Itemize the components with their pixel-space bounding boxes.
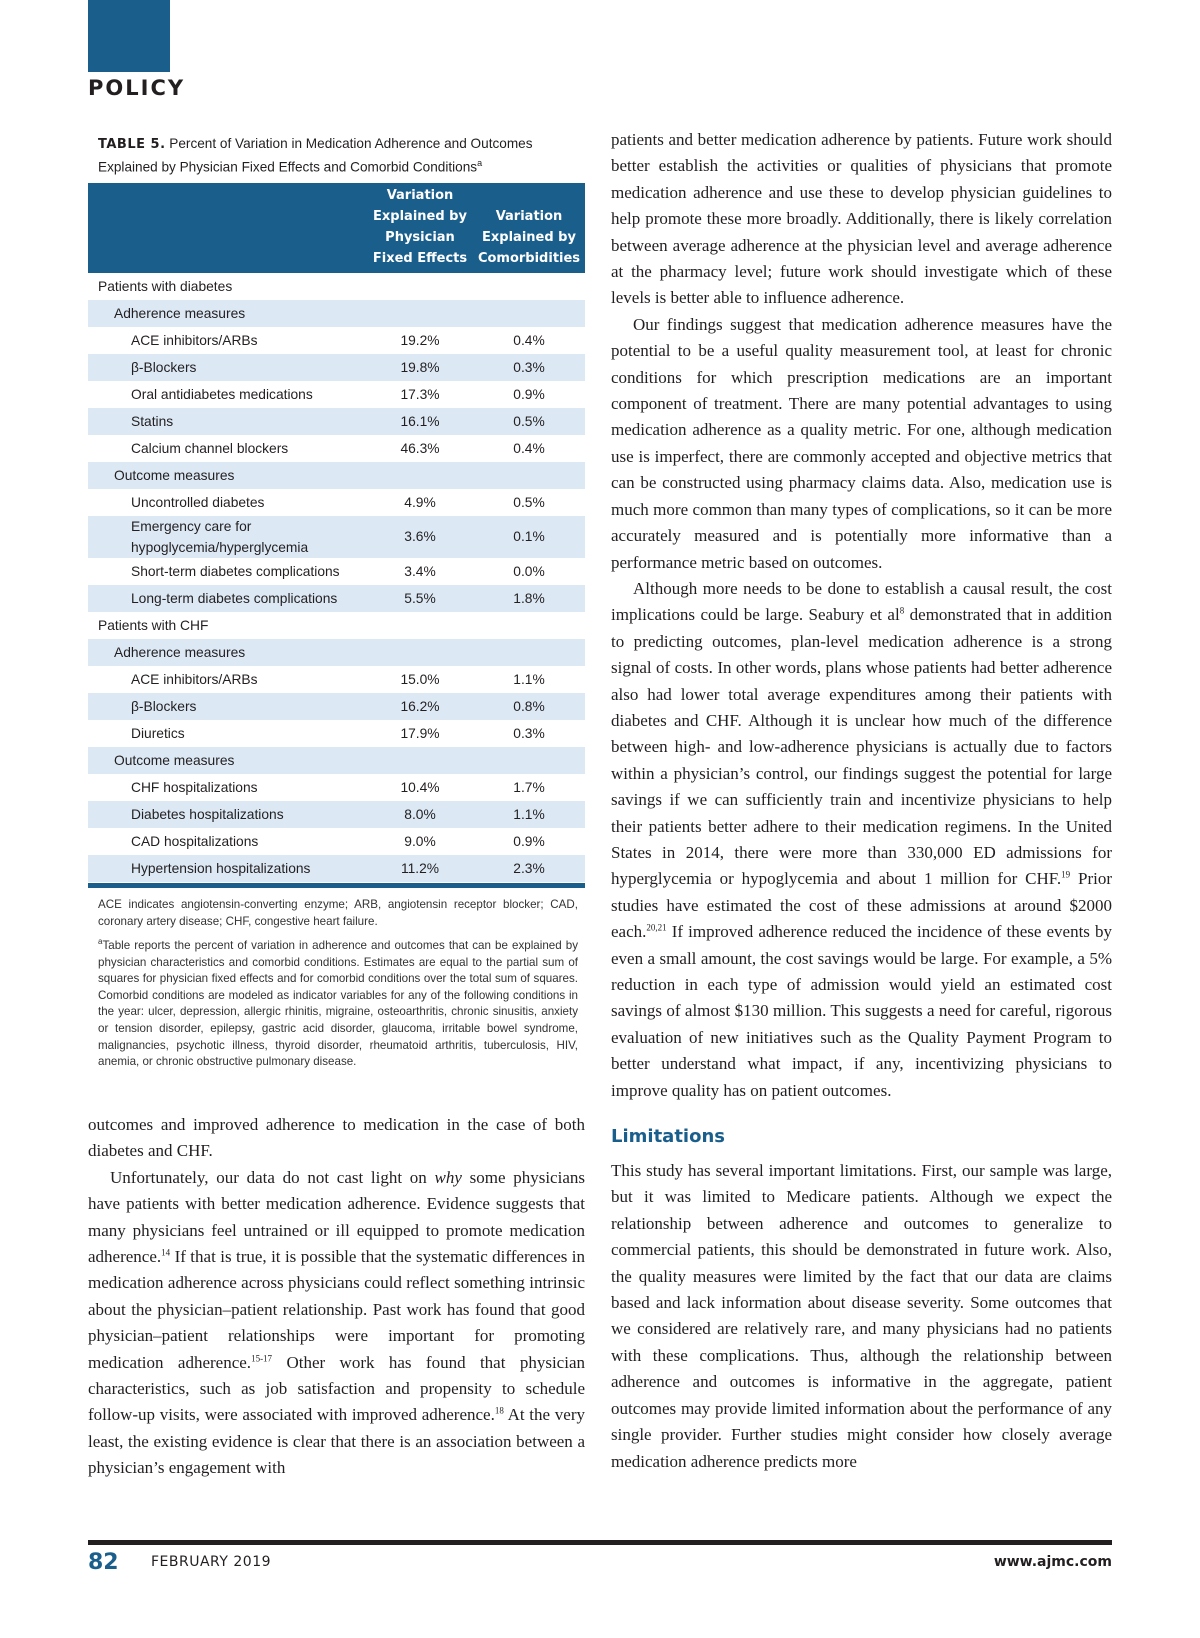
text-run: demonstrated that in addition to predicting outcomes, plan-level medication adherence is a strong signal of costs. In other words, plans whose patients had better adherence also had lower total average expenditures among their patients with diabetes and CHF. Although it is unclear how much of the difference between high- and low-adherence physicians is actually due to factors within a physician’s control, our findings suggest the potential for large savings if we can sufficiently train and incentivize physicians to help their patients better adhere to their medication regimens. In the United States in 2014, there were more than 330,000 ED admissions for hyperglycemia or hypoglycemia and about 1 million for CHF. <box>611 605 1112 889</box>
text-run: Prior studies have estimated the cost of these admissions at around $2000 each. <box>611 869 1112 942</box>
issue-date: FEBRUARY 2019 <box>151 1554 272 1570</box>
table-row <box>88 612 585 639</box>
paragraph <box>611 576 1112 1104</box>
table-row <box>88 381 585 408</box>
row-label: Emergency care for hypoglycemia/hyperglycemia <box>88 516 367 558</box>
cell-comorbidities: 1.7% <box>513 779 545 795</box>
cell-physician <box>367 747 473 774</box>
cell-comorbidities: 0.4% <box>513 332 545 348</box>
cell-physician: 5.5% <box>367 585 473 612</box>
text-run: At the very least, the existing evidence is clear that there is an association between a physician’s engagement with <box>88 1405 585 1478</box>
cell-physician: 15.0% <box>400 671 440 687</box>
paragraph: patients and better medication adherence by patients. Future work should better establish the activities or qualities of physicians that promote medication adherence and use these to develop physician guidelines to help promote these more broadly. Additionally, there is likely correlation between average adherence at the physician level and average adherence at the pharmacy level; future work should investigate which of these levels is better able to influence adherence. <box>611 130 1112 308</box>
table-row <box>88 558 585 585</box>
cell-physician: 19.2% <box>400 332 440 348</box>
cell-comorbidities <box>473 300 585 327</box>
site-url: www.ajmc.com <box>993 1554 1112 1570</box>
cell-physician: 3.6% <box>367 516 473 558</box>
row-label: Statins <box>88 408 367 435</box>
header-color-block <box>88 0 170 72</box>
text-run: Other work has found that physician characteristics, such as job satisfaction and propensity to schedule follow-up visits, were associated with improved adherence. <box>88 1352 585 1425</box>
citation: 18 <box>494 1405 504 1416</box>
footnote-a <box>98 934 578 1071</box>
cell-comorbidities: 1.8% <box>473 585 585 612</box>
cell-comorbidities <box>473 639 585 666</box>
cell-comorbidities: 1.1% <box>513 671 545 687</box>
row-label: ACE inhibitors/ARBs <box>131 671 258 687</box>
table-row <box>88 327 585 354</box>
cell-comorbidities: 0.5% <box>513 494 545 510</box>
row-label: Hypertension hospitalizations <box>88 855 367 882</box>
table-row <box>88 489 585 516</box>
cell-comorbidities: 0.1% <box>473 516 585 558</box>
row-label: ACE inhibitors/ARBs <box>131 332 258 348</box>
table-bottom-rule <box>88 883 585 888</box>
emphasis: why <box>434 1167 462 1187</box>
row-label: CHF hospitalizations <box>131 779 258 795</box>
cell-physician: 16.2% <box>367 693 473 720</box>
row-label: Short-term diabetes complications <box>131 563 340 579</box>
table-caption-text: Percent of Variation in Medication Adherence and Outcomes Explained by Physician Fixed Effects and Comorbid Conditions <box>98 136 533 175</box>
cell-physician: 46.3% <box>400 440 440 456</box>
cell-comorbidities: 0.3% <box>513 725 545 741</box>
table-row <box>88 408 585 435</box>
cell-comorbidities <box>473 273 585 300</box>
cell-physician: 8.0% <box>367 801 473 828</box>
column-header-physician: Variation Explained by Physician Fixed Effects <box>367 183 473 273</box>
text-run: If improved adherence reduced the incidence of these events by even a small amount, the cost savings would be large. For example, a 5% reduction in each type of admission would yield an estimated cost savings of almost $130 million. This suggests a need for careful, rigorous evaluation of new initiatives such as the Quality Payment Program to better understand what impact, if any, incentivizing physicians to improve quality has on patient outcomes. <box>611 922 1112 1100</box>
data-table <box>88 183 585 882</box>
cell-physician: 17.9% <box>400 725 440 741</box>
table-caption-sup: a <box>477 158 483 168</box>
text-run: If that is true, it is possible that the systematic differences in medication adherence across physicians could reflect something intrinsic about the physician–patient relationship. Past work has found that good physician–patient relationships were important for promoting medication adherence. <box>88 1247 585 1372</box>
row-label: Adherence measures <box>88 300 367 327</box>
table-row <box>88 693 585 720</box>
footer-rule <box>88 1540 1112 1545</box>
cell-physician <box>367 462 473 489</box>
table-row <box>88 462 585 489</box>
table-row <box>88 720 585 747</box>
table-row <box>88 435 585 462</box>
row-label: Patients with diabetes <box>98 278 233 294</box>
citation: 8 <box>899 605 905 616</box>
left-column-text <box>88 1112 585 1482</box>
citation: 20,21 <box>646 922 667 933</box>
cell-physician: 11.2% <box>367 855 473 882</box>
row-label: Outcome measures <box>88 462 367 489</box>
row-label: Outcome measures <box>88 747 367 774</box>
cell-physician <box>367 612 473 639</box>
row-label: β-Blockers <box>88 354 367 381</box>
text-run: some physicians have patients with better medication adherence. Evidence suggests that many physicians feel untrained or ill equipped to promote medication adherence. <box>88 1167 585 1267</box>
table-row <box>88 639 585 666</box>
table-row <box>88 516 585 558</box>
footnote-a-text: Table reports the percent of variation in adherence and outcomes that can be explained by physician characteristics and comorbid conditions. Estimates are equal to the partial sum of squares for physician fixed effects and for comorbid conditions over the total sum of squares. Comorbid conditions are modeled as indicator variables for any of the following conditions in the year: ulcer, depression, allergic rhinitis, migraine, osteoarthritis, chronic sinusitis, anxiety or tension disorder, epilepsy, gastric acid disorder, glaucoma, irritable bowel syndrome, malignancies, psychotic illness, thyroid disorder, rheumatoid arthritis, tuberculosis, HIV, anemia, or chronic obstructive pulmonary disease. <box>98 939 578 1069</box>
citation: 15-17 <box>251 1353 273 1363</box>
row-label: Patients with CHF <box>98 617 209 633</box>
cell-physician: 4.9% <box>404 494 436 510</box>
page-number: 82 <box>88 1550 119 1575</box>
row-label: Adherence measures <box>88 639 367 666</box>
row-label: Diabetes hospitalizations <box>88 801 367 828</box>
paragraph <box>88 1165 585 1482</box>
column-header-comorbidities: Variation Explained by Comorbidities <box>473 183 585 273</box>
row-label: β-Blockers <box>88 693 367 720</box>
paragraph: This study has several important limitations. First, our sample was large, but it was limited to Medicare patients. Although we expect the relationship between adherence and outcomes to generalize to commercial patients, this should be demonstrated in future work. Also, the quality measures were limited by the fact that our data are claims based and lack information about disease severity. Some outcomes that we considered are relatively rare, and many physicians had no patients with these complications. Thus, although the relationship between adherence and outcomes is informative in the aggregate, patient outcomes may provide limited information about the performance of any single provider. Further studies might consider how closely average medication adherence predicts more <box>611 1161 1112 1471</box>
citation: 14 <box>161 1247 171 1258</box>
section-label: POLICY <box>88 76 186 100</box>
text-run: Although more needs to be done to establish a causal result, the cost implications could be large. Seabury et al <box>611 578 1112 625</box>
cell-comorbidities: 0.9% <box>513 386 545 402</box>
paragraph: outcomes and improved adherence to medication in the case of both diabetes and CHF. <box>88 1115 585 1161</box>
cell-physician: 10.4% <box>400 779 440 795</box>
table-row <box>88 354 585 381</box>
row-label: Oral antidiabetes medications <box>131 386 313 402</box>
table-caption <box>88 134 585 177</box>
cell-physician: 3.4% <box>404 563 436 579</box>
row-label: Diuretics <box>131 725 185 741</box>
cell-physician <box>367 300 473 327</box>
cell-comorbidities: 2.3% <box>473 855 585 882</box>
table-footnotes <box>98 897 578 1075</box>
table-row <box>88 585 585 612</box>
table-row <box>88 828 585 855</box>
cell-physician: 19.8% <box>367 354 473 381</box>
paragraph: Our findings suggest that medication adherence measures have the potential to be a useful quality measurement tool, at least for chronic conditions for which prescription medications are an important component of treatment. There are many potential advantages to using medication adherence as a quality metric. For one, although medication use is imperfect, there are commonly accepted and objective metrics that can be constructed using pharmacy claims data. Also, medication use is much more common than many types of complications, so it can be more accurately measured and is potentially more informative than a performance metric based on outcomes. <box>611 314 1112 572</box>
cell-comorbidities: 0.3% <box>473 354 585 381</box>
table-row <box>88 273 585 300</box>
column-header-label <box>88 183 367 273</box>
row-label: Long-term diabetes complications <box>88 585 367 612</box>
right-column-text <box>611 127 1112 1475</box>
cell-comorbidities: 0.4% <box>513 440 545 456</box>
cell-comorbidities <box>473 747 585 774</box>
cell-comorbidities: 1.1% <box>473 801 585 828</box>
row-label: Uncontrolled diabetes <box>131 494 265 510</box>
cell-comorbidities <box>473 612 585 639</box>
text-run: Unfortunately, our data do not cast light on <box>110 1167 435 1187</box>
table-row <box>88 774 585 801</box>
section-heading: Limitations <box>611 1126 725 1148</box>
table-row <box>88 855 585 882</box>
cell-physician: 16.1% <box>367 408 473 435</box>
cell-physician <box>367 639 473 666</box>
citation: 19 <box>1061 869 1071 880</box>
table-row <box>88 300 585 327</box>
row-label: Calcium channel blockers <box>131 440 289 456</box>
table-row <box>88 666 585 693</box>
table-row <box>88 747 585 774</box>
table-5 <box>88 134 585 888</box>
cell-comorbidities <box>473 462 585 489</box>
cell-comorbidities: 0.0% <box>513 563 545 579</box>
cell-physician: 17.3% <box>400 386 440 402</box>
cell-comorbidities: 0.9% <box>513 833 545 849</box>
table-caption-label: TABLE 5. <box>98 137 166 152</box>
row-label: CAD hospitalizations <box>131 833 259 849</box>
footnote-abbreviations: ACE indicates angiotensin-converting enzyme; ARB, angiotensin receptor blocker; CAD, coronary artery disease; CHF, congestive heart failure. <box>98 898 578 928</box>
cell-physician: 9.0% <box>404 833 436 849</box>
cell-physician <box>367 273 473 300</box>
cell-comorbidities: 0.5% <box>473 408 585 435</box>
footnote-a-mark: a <box>98 937 103 947</box>
cell-comorbidities: 0.8% <box>473 693 585 720</box>
table-header-row <box>88 183 585 273</box>
table-row <box>88 801 585 828</box>
